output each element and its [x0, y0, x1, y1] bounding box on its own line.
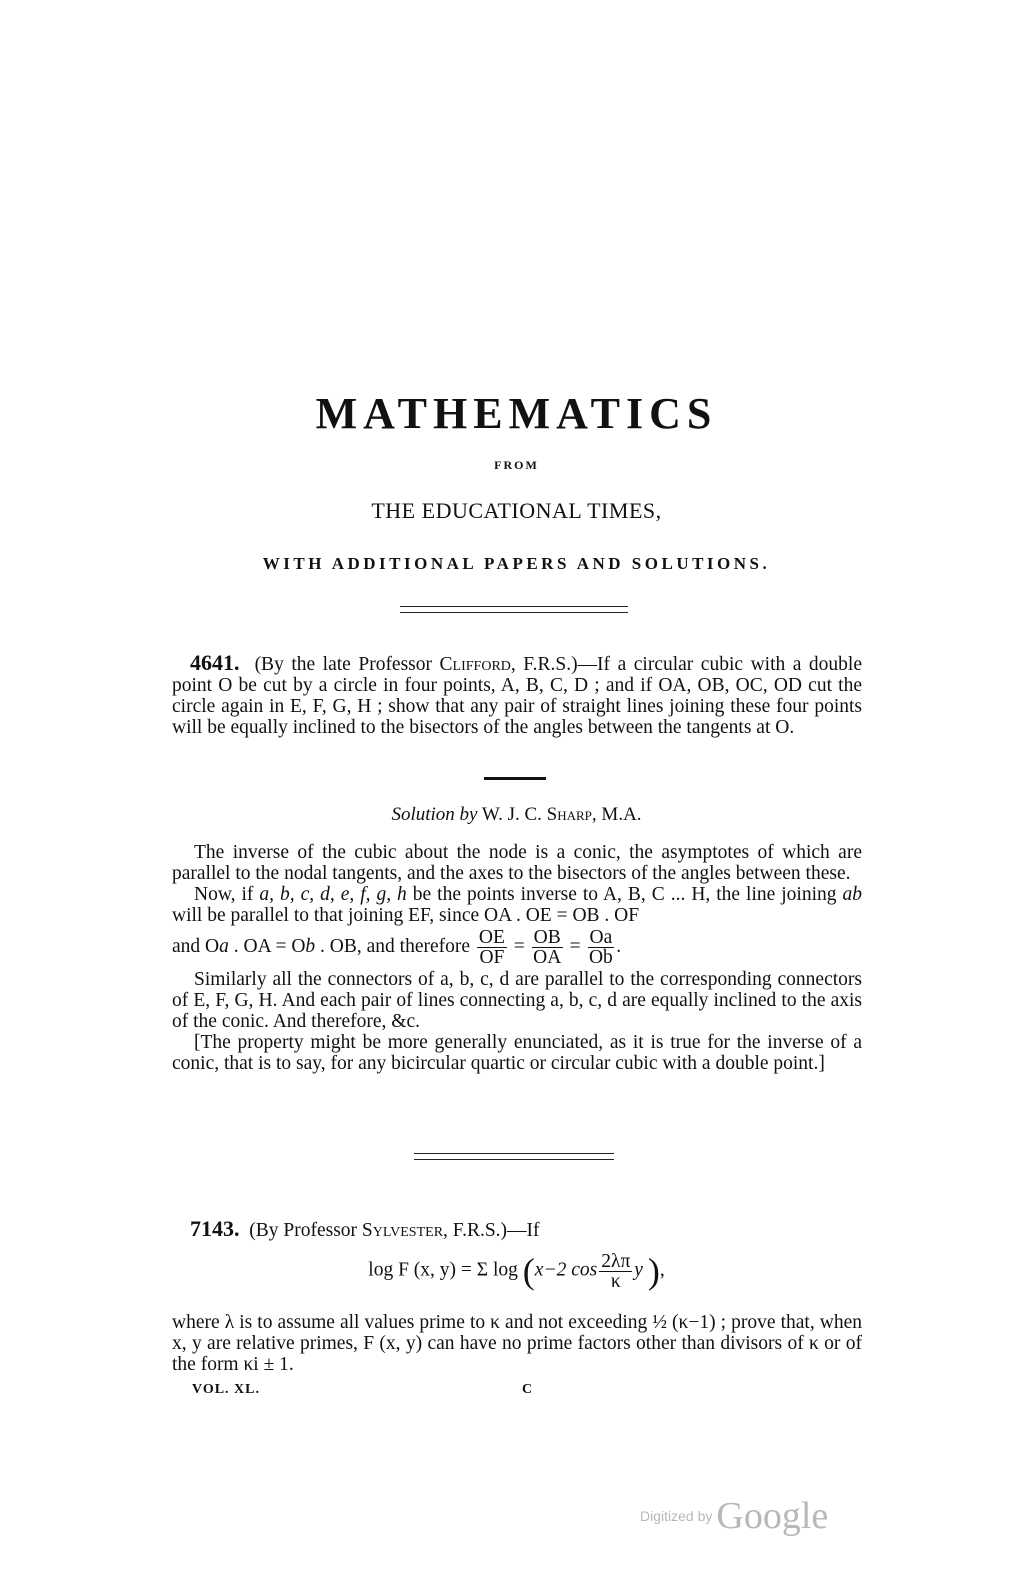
attribution: (By the late Professor	[254, 654, 440, 675]
problem-text: , F.R.S.)—If a circular cubic with a double point O be cut by a circle in four points, A, B, C, D ; and if OA, OB, OC, OD cut the circle again in E, F, G, H ; show that any pair of straight lines joining these four points will be equally inclined to the bisectors of the angles between the tangents at O.	[172, 654, 863, 738]
watermark-prefix: Digitized by	[640, 1508, 713, 1524]
digitized-watermark	[640, 1494, 828, 1538]
author-name: Sylvester	[361, 1220, 444, 1241]
subtitle: WITH ADDITIONAL PAPERS AND SOLUTIONS.	[262, 554, 771, 573]
solution-author-degree: , M.A.	[591, 804, 642, 825]
solution-para-4: [The property might be more generally enunciated, as it is true for the inverse of a conic, that is to say, for any bicircular quartic or circular cubic with a double point.]	[172, 1032, 862, 1074]
problem-7143	[172, 1218, 862, 1241]
signature-mark: C	[522, 1382, 533, 1397]
attribution: (By Professor	[249, 1220, 362, 1241]
attribution-end: , F.R.S.)—If	[443, 1220, 540, 1241]
solution-para-1: The inverse of the cubic about the node is a conic, the asymptotes of which are parallel to the nodal tangents, and the axes to the bisectors of the angles between these.	[172, 842, 862, 884]
fraction: $\frac{2\lambda\pi}{\kappa}$	[601, 1250, 631, 1292]
problem-4641	[172, 652, 862, 738]
solution-body	[172, 842, 862, 1074]
fraction: $\frac{OB}{OA}$	[533, 927, 562, 968]
solution-label: Solution by	[391, 804, 478, 825]
solution-heading	[0, 804, 1033, 826]
problem-7143-text: where λ is to assume all values prime to κ and not exceeding ½ (κ−1) ; prove that, when x, y are relative primes, F (x, y) can have no prime factors other than divisors of κ or of the form κi ± 1.	[172, 1312, 862, 1375]
solution-para-2: Now, if a, b, c, d, e, f, g, h be the points inverse to A, B, C ... H, the line joining ab will be parallel to that joining EF, since OA . OE = OB . OF	[172, 884, 862, 926]
double-rule-top	[400, 606, 628, 613]
solution-author-initials: W. J. C.	[481, 804, 542, 825]
double-rule-middle	[414, 1153, 614, 1160]
problem-number: 4641.	[190, 650, 240, 675]
page-title: MATHEMATICS	[315, 389, 718, 438]
source-title: THE EDUCATIONAL TIMES,	[371, 498, 662, 523]
solution-para-3: Similarly all the connectors of a, b, c, d are parallel to the corresponding connectors of E, F, G, H. And each pair of lines connecting a, b, c, d are equally inclined to the axis of the conic. And therefore, &c.	[172, 969, 862, 1032]
solution-author-name: Sharp	[546, 804, 592, 825]
problem-number: 7143.	[190, 1216, 240, 1241]
fraction: $\frac{Oa}{Ob}$	[588, 927, 613, 968]
author-name: Clifford	[439, 654, 511, 675]
volume-label: VOL. XL.	[192, 1382, 261, 1397]
short-rule	[484, 777, 546, 780]
from-line: FROM	[494, 458, 539, 472]
fraction: $\frac{OE}{OF}$	[478, 927, 505, 968]
display-equation: log F (x, y) = Σ log (x−2 cos $\frac{2\lambda\pi}{\kappa}$ y ),	[368, 1250, 665, 1292]
solution-para-2-eq: and Oa . OA = Ob . OB, and therefore $\frac{OE}{OF}$ = $\frac{OB}{OA}$ = $\frac{Oa}{Ob}$ .	[172, 927, 622, 968]
google-logo: Google	[716, 1495, 829, 1537]
